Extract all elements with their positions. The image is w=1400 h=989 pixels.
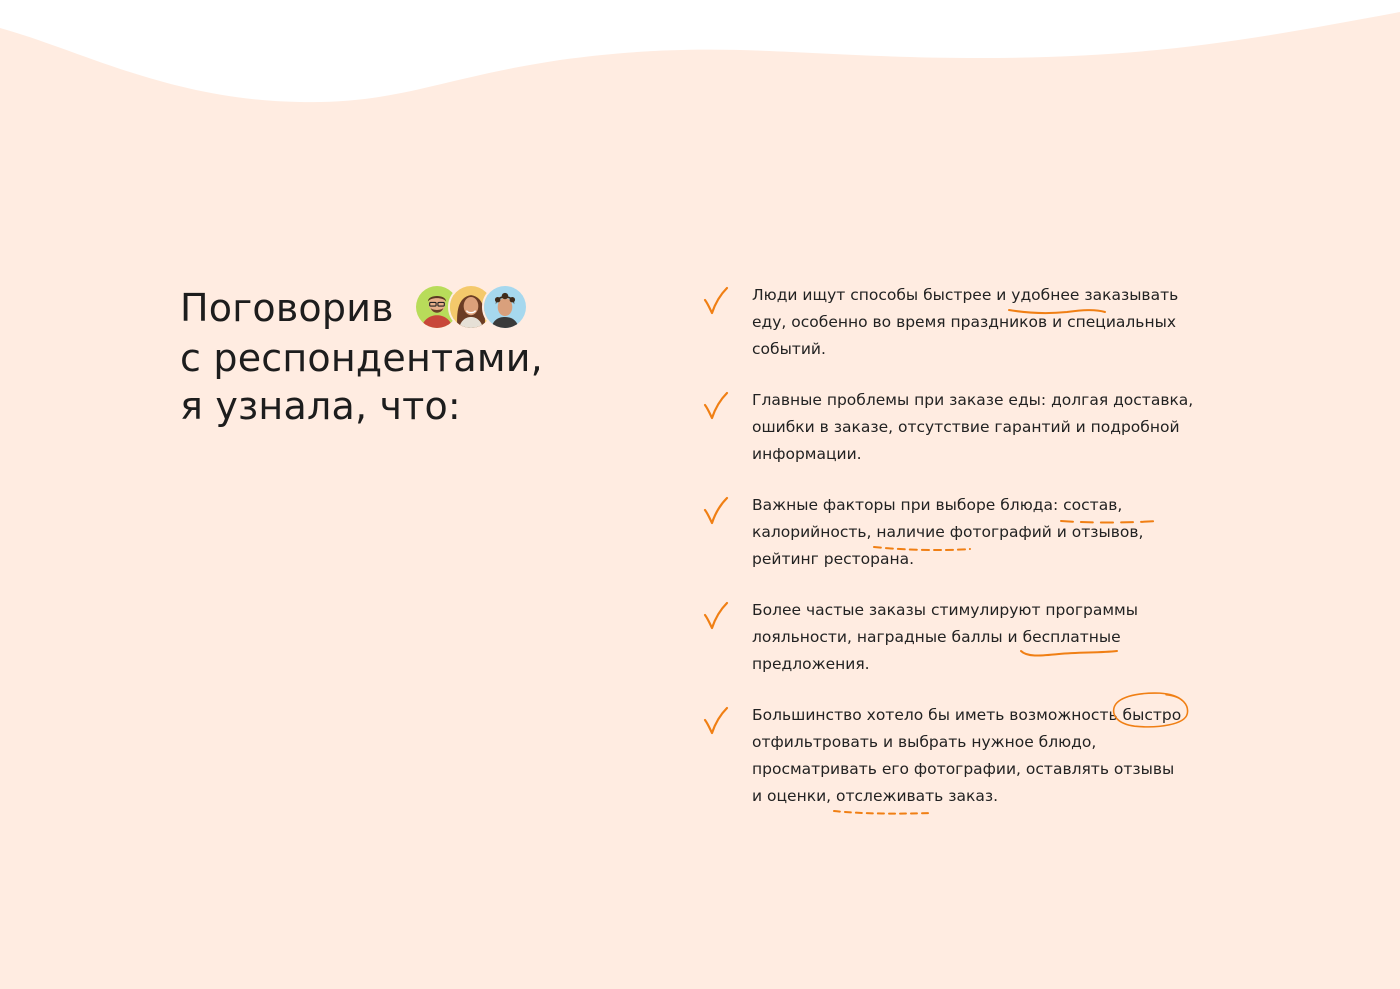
finding-item-5: Большинство хотело бы иметь возможность быстро отфильтровать и выбрать нужное блюдо, просматривать его фотографии, оставлять отзывы и оценки, отслеживать заказ . <box>700 702 1260 810</box>
check-icon <box>702 601 730 631</box>
highlight-track-order: отслеживать заказ <box>836 783 993 810</box>
finding-item-2: Главные проблемы при заказе еды: долгая доставка, ошибки в заказе, отсутствие гарантий и подробной информации. <box>700 387 1260 468</box>
check-icon <box>702 706 730 736</box>
avatar-man-curly <box>482 284 528 330</box>
highlight-convenient: удобнее <box>1011 282 1079 309</box>
respondent-avatars <box>414 284 528 330</box>
findings-list <box>700 282 1260 834</box>
check-icon <box>702 391 730 421</box>
page-heading <box>180 284 600 430</box>
finding-item-1: Люди ищут способы быстрее и удобнее заказывать еду, особенно во время праздников и специальных событий. <box>700 282 1260 363</box>
finding-item-3: Важные факторы при выборе блюда: состав , калорийность, наличие фотографий и отзывов, рейтинг ресторана. <box>700 492 1260 573</box>
highlight-quickly: быстро <box>1123 702 1182 729</box>
heading-line-2: с респондентами, <box>180 335 543 380</box>
dashed-underline-mark <box>832 807 932 817</box>
top-wave-decoration <box>0 0 1400 110</box>
heading-line-1: Поговорив <box>180 284 600 334</box>
finding-item-4: Более частые заказы стимулируют программы лояльности, наградные баллы и бесплатные предложения. <box>700 597 1260 678</box>
check-icon <box>702 496 730 526</box>
heading-line-3: я узнала, что: <box>180 383 461 428</box>
highlight-free: бесплатные <box>1023 624 1121 651</box>
highlight-photos: наличие фотографий <box>876 519 1051 546</box>
highlight-composition: состав <box>1063 492 1117 519</box>
check-icon <box>702 286 730 316</box>
